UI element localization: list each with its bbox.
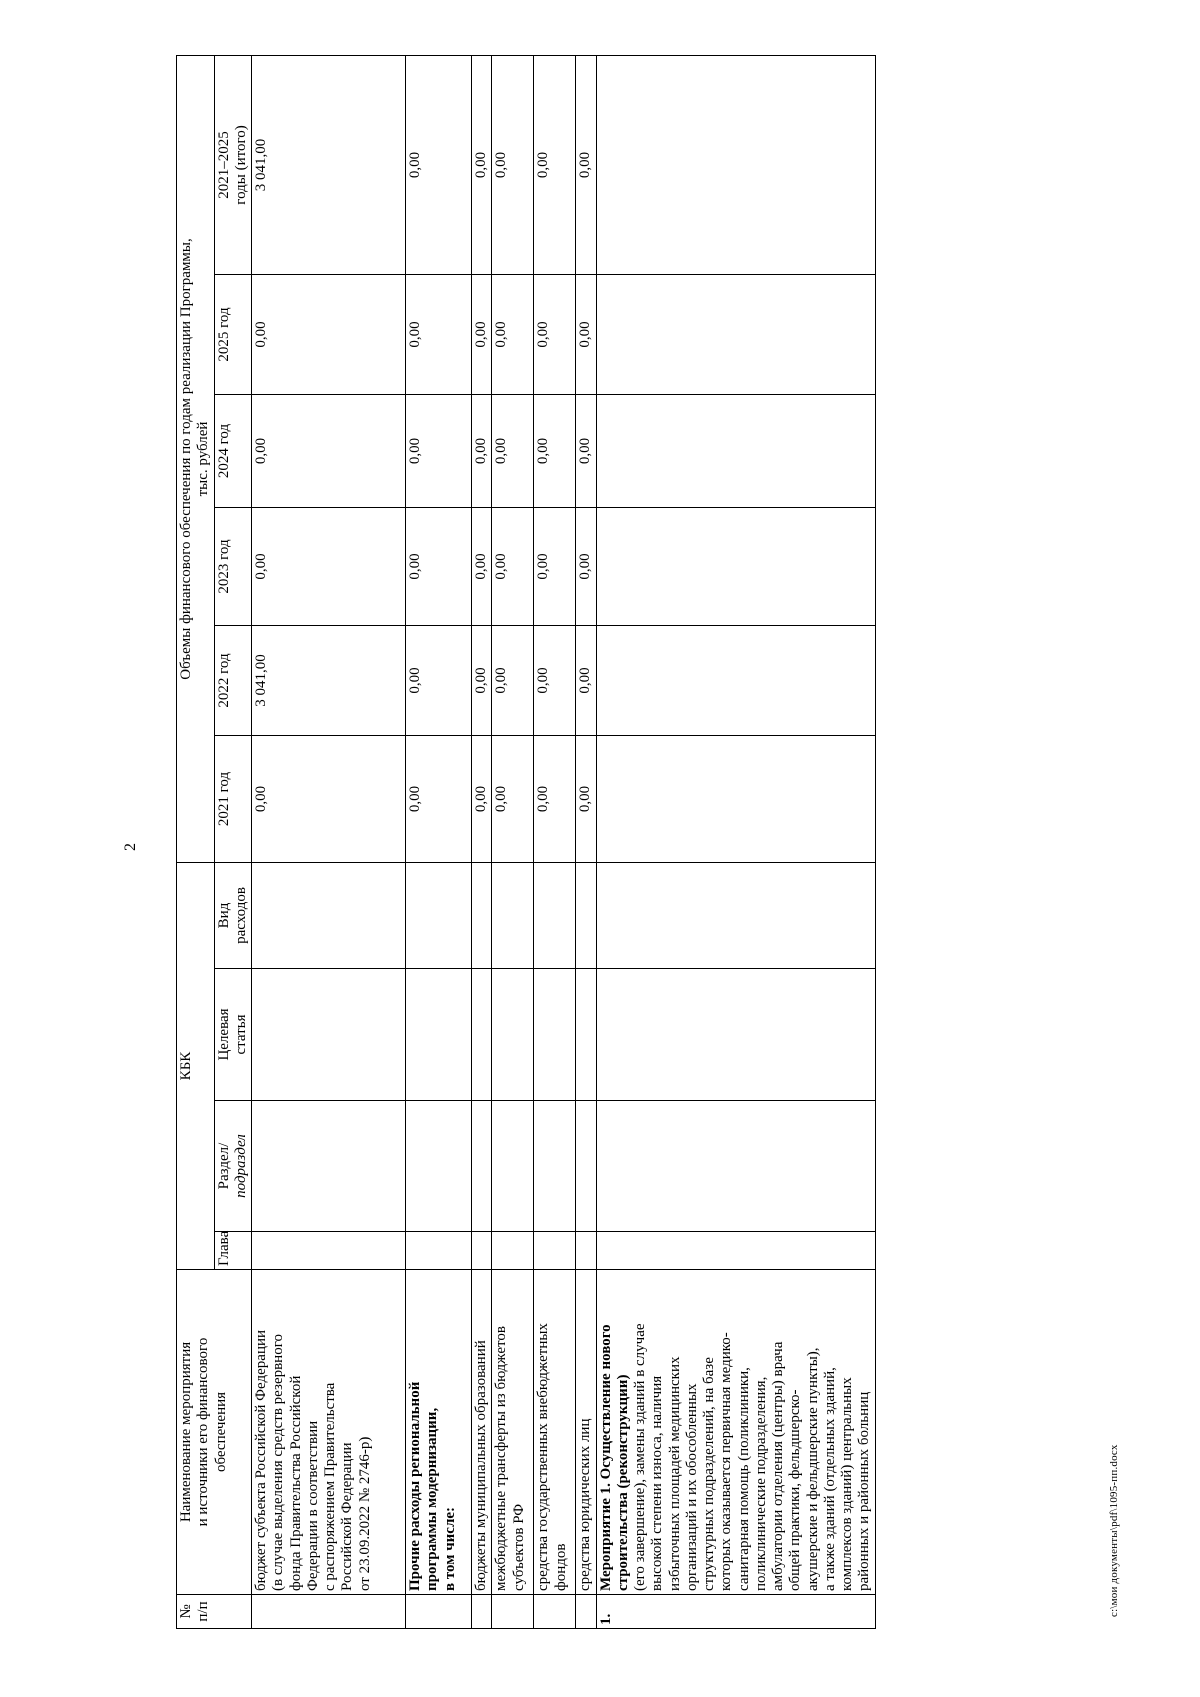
table-row bbox=[576, 55, 596, 1628]
cell-total: 3 041,00 bbox=[252, 55, 406, 274]
cell-total: 0,00 bbox=[472, 55, 492, 274]
cell-glava bbox=[576, 1232, 596, 1270]
cell-2025: 0,00 bbox=[492, 275, 534, 395]
cell-2025 bbox=[596, 275, 875, 395]
header-volumes: Объемы финансового обеспечения по годам реализации Программы, тыс. рублей bbox=[177, 55, 215, 862]
measure-num: 1. bbox=[596, 1595, 875, 1629]
cell-vid bbox=[576, 863, 596, 969]
measure-name bbox=[596, 1270, 875, 1595]
table-row bbox=[472, 55, 492, 1628]
header-2025: 2025 год bbox=[214, 275, 252, 395]
cell-total: 0,00 bbox=[492, 55, 534, 274]
table-row bbox=[252, 55, 406, 1628]
cell-razdel bbox=[576, 1101, 596, 1232]
row-name: средства государственных внебюджетных фондов bbox=[534, 1270, 576, 1595]
cell-2021 bbox=[596, 736, 875, 863]
header-razdel bbox=[214, 1101, 252, 1232]
cell-glava bbox=[472, 1232, 492, 1270]
cell-celevaya bbox=[596, 969, 875, 1101]
row-name: средства юридических лиц bbox=[576, 1270, 596, 1595]
header-row-1 bbox=[177, 55, 215, 1628]
cell-2025: 0,00 bbox=[406, 275, 472, 395]
cell-2024 bbox=[596, 395, 875, 508]
cell-2025: 0,00 bbox=[252, 275, 406, 395]
cell-2024: 0,00 bbox=[492, 395, 534, 508]
cell-razdel bbox=[492, 1101, 534, 1232]
cell-total bbox=[596, 55, 875, 274]
header-glava: Глава bbox=[214, 1232, 252, 1270]
header-podrazdel-text: подраздел bbox=[232, 1134, 249, 1198]
cell-razdel bbox=[252, 1101, 406, 1232]
cell-2025: 0,00 bbox=[472, 275, 492, 395]
cell-razdel bbox=[596, 1101, 875, 1232]
cell-2023: 0,00 bbox=[576, 508, 596, 626]
cell-2022: 3 041,00 bbox=[252, 626, 406, 736]
header-name: Наименование мероприятия и источники его финансового обеспечения bbox=[177, 1270, 252, 1595]
cell-2022: 0,00 bbox=[492, 626, 534, 736]
cell-vid bbox=[472, 863, 492, 969]
table-row bbox=[406, 55, 472, 1628]
cell-2023: 0,00 bbox=[492, 508, 534, 626]
cell-2022: 0,00 bbox=[406, 626, 472, 736]
cell-2021: 0,00 bbox=[576, 736, 596, 863]
header-2024: 2024 год bbox=[214, 395, 252, 508]
cell-2021: 0,00 bbox=[406, 736, 472, 863]
measure-title: Мероприятие 1. Осуществление нового строительства (реконструкции) bbox=[597, 1324, 631, 1591]
measure-text: (его завершение), замены зданий в случае высокой степени износа, наличия избыточных площадей медицинских организаций и их обособленных структурных подразделений, на базе которых оказывается первичная медико- санитарная помощь (поликлиники, поликлинические подразделения, амбулатории отделения (центры) врача общей практики, фельдшерско- акушерские и фельдшерские пункты), а также зданий (отдельных зданий, комплексов зданий) центральных районных и районных больниц bbox=[632, 1323, 873, 1591]
cell-celevaya bbox=[252, 969, 406, 1101]
cell-glava bbox=[596, 1232, 875, 1270]
cell-2024: 0,00 bbox=[576, 395, 596, 508]
cell-celevaya bbox=[406, 969, 472, 1101]
cell-glava bbox=[534, 1232, 576, 1270]
financing-table bbox=[176, 55, 876, 1629]
cell-2024: 0,00 bbox=[472, 395, 492, 508]
footer-file-path: c:\мои документы\pdf\1095-пп.docx bbox=[1108, 1444, 1120, 1617]
cell-2022 bbox=[596, 626, 875, 736]
cell-vid bbox=[492, 863, 534, 969]
cell-2021: 0,00 bbox=[472, 736, 492, 863]
cell-vid bbox=[596, 863, 875, 969]
cell-2021: 0,00 bbox=[492, 736, 534, 863]
header-celevaya: Целевая статья bbox=[214, 969, 252, 1101]
header-vid: Вид расходов bbox=[214, 863, 252, 969]
header-2021: 2021 год bbox=[214, 736, 252, 863]
cell-2024: 0,00 bbox=[534, 395, 576, 508]
cell-celevaya bbox=[492, 969, 534, 1101]
cell-vid bbox=[534, 863, 576, 969]
cell-celevaya bbox=[576, 969, 596, 1101]
row-num bbox=[492, 1595, 534, 1629]
cell-2022: 0,00 bbox=[534, 626, 576, 736]
cell-2025: 0,00 bbox=[534, 275, 576, 395]
cell-2024: 0,00 bbox=[406, 395, 472, 508]
cell-razdel bbox=[534, 1101, 576, 1232]
cell-2022: 0,00 bbox=[576, 626, 596, 736]
row-num bbox=[534, 1595, 576, 1629]
cell-glava bbox=[492, 1232, 534, 1270]
cell-celevaya bbox=[534, 969, 576, 1101]
cell-razdel bbox=[406, 1101, 472, 1232]
cell-total: 0,00 bbox=[406, 55, 472, 274]
cell-2023: 0,00 bbox=[534, 508, 576, 626]
cell-celevaya bbox=[472, 969, 492, 1101]
row-num bbox=[472, 1595, 492, 1629]
cell-razdel bbox=[472, 1101, 492, 1232]
table-row bbox=[534, 55, 576, 1628]
header-2023: 2023 год bbox=[214, 508, 252, 626]
cell-glava bbox=[252, 1232, 406, 1270]
cell-2021: 0,00 bbox=[534, 736, 576, 863]
cell-2022: 0,00 bbox=[472, 626, 492, 736]
measure-row bbox=[596, 55, 875, 1628]
cell-2023 bbox=[596, 508, 875, 626]
header-num: № п/п bbox=[177, 1595, 252, 1629]
header-total: 2021–2025 годы (итого) bbox=[214, 55, 252, 274]
row-num bbox=[576, 1595, 596, 1629]
page-number: 2 bbox=[122, 843, 139, 851]
cell-2024: 0,00 bbox=[252, 395, 406, 508]
table-row bbox=[492, 55, 534, 1628]
header-razdel-text: Раздел/ bbox=[215, 1142, 232, 1190]
row-num bbox=[406, 1595, 472, 1629]
cell-total: 0,00 bbox=[534, 55, 576, 274]
cell-glava bbox=[406, 1232, 472, 1270]
cell-total: 0,00 bbox=[576, 55, 596, 274]
row-name: бюджет субъекта Российской Федерации (в случае выделения средств резервного фонда Правительства Российской Федерации в соответствии с распоряжением Правительства Российской Федерации от 23.09.2022 № 2746-р) bbox=[252, 1270, 406, 1595]
cell-2025: 0,00 bbox=[576, 275, 596, 395]
cell-2021: 0,00 bbox=[252, 736, 406, 863]
cell-2023: 0,00 bbox=[252, 508, 406, 626]
header-kbk: КБК bbox=[177, 863, 215, 1270]
cell-vid bbox=[252, 863, 406, 969]
header-2022: 2022 год bbox=[214, 626, 252, 736]
cell-2023: 0,00 bbox=[472, 508, 492, 626]
row-num bbox=[252, 1595, 406, 1629]
row-name: бюджеты муниципальных образований bbox=[472, 1270, 492, 1595]
cell-2023: 0,00 bbox=[406, 508, 472, 626]
row-name: межбюджетные трансферты из бюджетов субъектов РФ bbox=[492, 1270, 534, 1595]
row-name: Прочие расходы региональной программы модернизации, в том числе: bbox=[406, 1270, 472, 1595]
cell-vid bbox=[406, 863, 472, 969]
